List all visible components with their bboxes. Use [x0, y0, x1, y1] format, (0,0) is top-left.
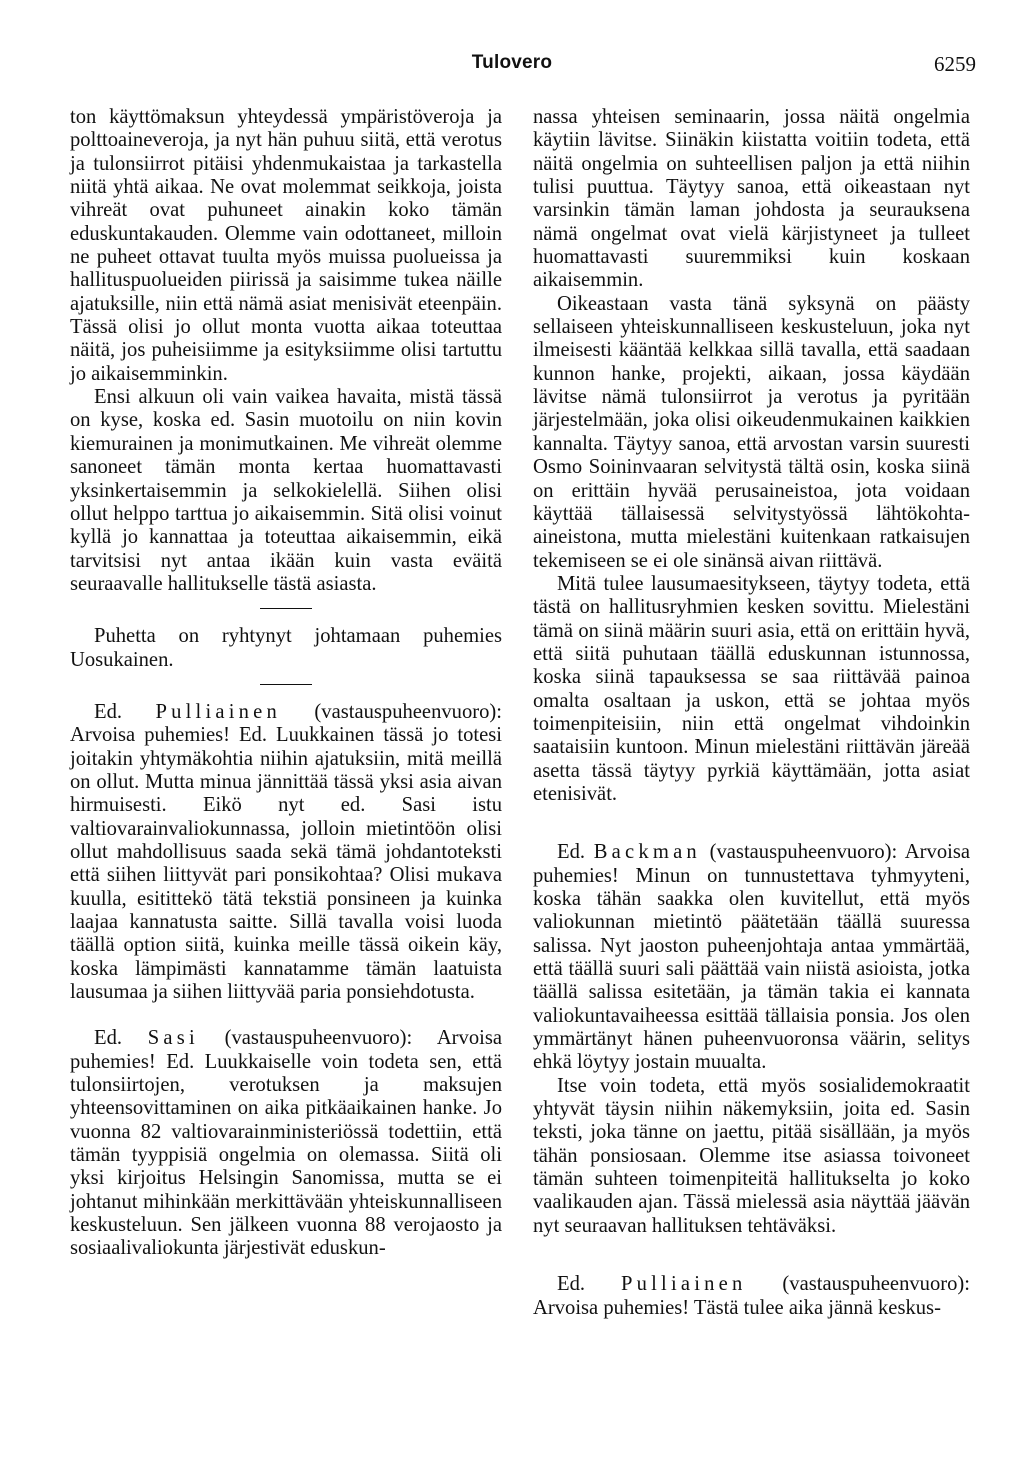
paragraph: nassa yhteisen seminaarin, jossa näitä ongelmia käytiin lävitse. Siinäkin kiistatta voitiin todeta, että näitä ongelmia on suhteellisen paljon ja että niihin tulisi puuttua. Täytyy sanoa, että oikeastaan nyt varsinkin tämän laman johdosta ja seurauksena nämä ongelmat ovat vielä kärjistyneet ja tulleet huomattavasti suuremmiksi kuin koskaan aikaisemmin. — [533, 106, 970, 292]
speech-type: (vastauspuheenvuoro): — [314, 700, 502, 723]
section-separator — [260, 608, 312, 609]
paragraph: Oikeastaan vasta tänä syksynä on päästy sellaiseen yhteiskunnalliseen keskusteluun, joka nyt ilmeisesti kääntää kelkkaa sillä tavalla, että saadaan kunnon hanke, projekti, aikaan, jossa käydään lävitse nämä tulonsiirrot ja verotus ja pyritään järjestelmään, joka olisi oikeudenmukainen kaikkien kannalta. Täytyy sanoa, että arvostan varsin suuresti Osmo Soininvaaran selvitystä tältä osin, koska siinä on erittäin hyvää perusaineistoa, jota voidaan käyttää tällaisessä selvitystyössä lähtökohta-aineistona, mutta mielestäni kuitenkaan ratkaisujen tekemiseen se ei ole sinänsä aivan riittävä. — [533, 292, 970, 572]
speech-text: Arvoisa puhemies! Tästä tulee aika jännä keskus- — [533, 1296, 941, 1319]
left-column — [70, 106, 502, 1261]
paragraph: Itse voin todeta, että myös sosialidemokraatit yhtyvät täysin niihin näkemyksiin, joita ed. Sasin teksti, joka tänne on jaettu, pitää sisällään, ja myös tähän ponsiosaan. Olemme itse asiassa toivoneet tämän suhteen toimenpiteitä hallitukselta jo koko vaalikauden ajan. Tässä mielessä asia näyttää jäävän nyt seuraavan hallituksen tehtäväksi. — [533, 1074, 970, 1237]
speech-text: Arvoisa puhemies! Ed. Luukkainen tässä jo totesi joitakin yhtymäkohtia niihin ajatuksiin, mitä meillä on ollut. Mutta minua jännittää tässä yksi asia aivan hirmuisesti. Eikö nyt ed. Sasi istu valtiovarainvaliokunnassa, jolloin mietintöön olisi ollut mahdollisuus saada sekä tämä johdantoteksti että siihen liittyvät pari ponsikohtaa? Olisi mukava kuulla, esitittekö tätä tekstiä ponsineen ja kuinka laajaa kannatusta saitte. Sillä tavalla voisi luoda täällä option siitä, kuinka meille tässä oikein käy, koska lämpimästi kannatamme tämän laatuista lausumaa ja siihen liittyvää paria ponsiehdotusta. — [70, 724, 502, 1004]
section-separator — [260, 684, 312, 685]
speaker-name: Sasi — [147, 1027, 199, 1050]
speech-type: (vastauspuheenvuoro): — [782, 1273, 970, 1296]
spacer — [533, 806, 970, 829]
speech-backman — [533, 841, 970, 1074]
speech-pulliainen-2 — [533, 1273, 970, 1320]
speech-sasi — [70, 1027, 502, 1260]
spacer — [533, 829, 970, 841]
speech-type: (vastauspuheenvuoro): — [224, 1027, 413, 1050]
page-number: 6259 — [934, 52, 976, 76]
paragraph: ton käyttömaksun yhteydessä ympäristöveroja ja polttoaineveroja, ja nyt hän puhuu siitä, että verotus ja tulonsiirrot pitäisi yhdenmukaistaa ja tarkastella niitä yhtä aikaa. Ne ovat molemmat seikkoja, joista vihreät ovat puhuneet ainakin koko tämän eduskuntakauden. Olemme vain odottaneet, milloin ne puheet ottavat tuulta myös muissa puolueissa ja hallituspuolueiden piirissä ja saisimme tukea näille ajatuksille, niin että nämä asiat menisivät eteenpäin. Tässä olisi jo ollut monta vuotta aikaa toteuttaa näitä, jos puheisiimme ja esityksiimme olisi tartuttu jo aikaisemminkin. — [70, 106, 502, 385]
spacer — [70, 1004, 502, 1027]
speaker-prefix: Ed. — [557, 841, 586, 864]
spacer — [533, 1238, 970, 1261]
speaker-name: Pulliainen — [155, 700, 281, 723]
spacer — [533, 1261, 970, 1273]
speaker-prefix: Ed. — [557, 1273, 586, 1296]
speech-text: Arvoisa puhemies! Ed. Luukkaiselle voin todeta sen, että tulonsiirtojen, verotuksen ja maksujen yhteensovittaminen on aika pitkäaikainen hanke. Jo vuonna 82 valtiovarainministeriössä todettiin, että tämän tyyppisiä ongelmia on olemassa. Siitä oli yksi kirjoitus Helsingin Sanomissa, mutta se ei johtanut mihinkään merkittävään yhteiskunnalliseen keskusteluun. Sen jälkeen vuonna 88 verojaosto ja sosiaalivaliokunta järjestivät eduskun- — [70, 1027, 503, 1260]
chair-note: Puhetta on ryhtynyt johtamaan puhemies Uosukainen. — [70, 625, 502, 671]
paragraph: Ensi alkuun oli vain vaikea havaita, mistä tässä on kyse, koska ed. Sasin muotoilu on niin kovin kiemurainen ja monimutkainen. Me vihreät olemme sanoneet tämän monta kertaa huomattavasti yksinkertaisemmin ja selkokielellä. Siihen olisi ollut helppo tarttua jo aikaisemmin. Sitä olisi voinut kyllä jo kannattaa ja toteuttaa aikaisemmin, eikä tarvitsisi nyt antaa ikään kuin vasta eväitä seuraavalle hallitukselle tästä asiasta. — [70, 386, 502, 595]
speaker-name: Backman — [593, 841, 701, 864]
speech-type: (vastauspuheenvuoro): — [709, 841, 898, 864]
speaker-prefix: Ed. — [94, 700, 123, 723]
speech-text: Arvoisa puhemies! Minun on tunnustettava tyhmyyteni, koska tähän saakka olen kuvitellut, että myös valiokunnan mietintö päätetään täällä suuressa salissa. Nyt jaoston puheenjohtaja antaa ymmärtää, että täällä suuri sali päättää vain niistä asioista, jotka täällä salissa esitetään, ja tämän takia ei kannata valiokuntavaiheessa esittää tällaisia ponsia. Jos olen ymmärtänyt hänen puheenvuoronsa väärin, selitys ehkä löytyy jostain muualta. — [533, 841, 970, 1074]
paragraph: Mitä tulee lausumaesitykseen, täytyy todeta, että tästä on hallitusryhmien kesken sovittu. Mielestäni tämä on siinä määrin suuri asia, että on erittäin hyvä, että siitä puhutaan täällä eduskunnan istunnossa, koska siinä tapauksessa se saa riittävää painoa omalta osaltaan ja uskon, että se johtaa myös toimenpiteisiin, niin että ongelmat vihdoinkin saataisiin kuntoon. Minun mielestäni riittävän järeää asetta tässä täytyy pyrkiä käyttämään, jotta asiat etenisivät. — [533, 572, 970, 805]
running-title: Tulovero — [471, 52, 553, 73]
speaker-prefix: Ed. — [94, 1027, 123, 1050]
right-column — [533, 106, 970, 1320]
speech-pulliainen-1 — [70, 701, 502, 1004]
speaker-name: Pulliainen — [620, 1273, 747, 1296]
